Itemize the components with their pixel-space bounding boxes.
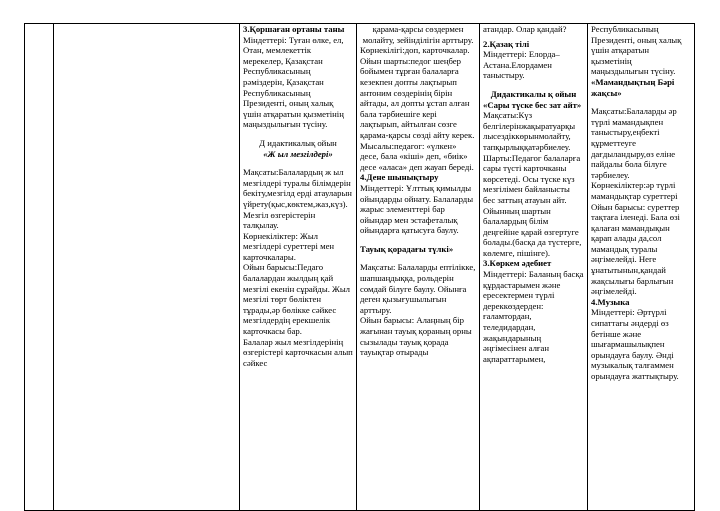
col5-paragraph: Мақсаты:Күз белгілерінжақыратуарқы лысездіккөрынмолайту, тапқырлыққатәрбиелеу. [483, 110, 576, 152]
col6-paragraph: Мақсаты:Балаларды әр түрлі мамандықпен таныстыру,еңбекті құрметтеуге дағдыландыру,өз еліне пайдалы бола білуге тәрбиелеу. [591, 106, 677, 180]
col3-paragraph: Д идактикалық ойын [259, 137, 337, 148]
col6-paragraph: «Мамандықтың Бәрі жақсы» [591, 76, 675, 98]
col5-paragraph: «Сары түске бес зат айт» [483, 99, 582, 110]
empty-cell-2 [54, 24, 240, 511]
col4-paragraph: Тауық қорадағы түлкі» [360, 243, 454, 254]
col6-paragraph: 4.Музыка [591, 296, 630, 307]
col5-paragraph: Дидактикалы қ ойын [490, 88, 577, 99]
col5-paragraph: Шарты:Педагог балаларға сары түсті карточканы көрсетеді. Осы түске күз мезгілімен байланысты бес заттың атауын айт. Ойынның шартын балалардың білім деңгейіне қарай өзгертуге болады.(басқа да түстерге, көлемге, пішінге). [483, 152, 582, 258]
col5-paragraph: 3.Көркем әдебиет [483, 258, 552, 269]
table-row [25, 24, 695, 511]
col4-paragraph: Ойын шарты:педог шеңбер бойымен тұрған балаларға кезекпен допты лақтырып антоним сөздерінің бірін айтады, ал допты ұстап алған бала тәрбиешіге кері лақтырып, айтылған сөзге қарама-қарсы сөзді айту керек. [360, 55, 475, 140]
col4-paragraph: Мысалы:педагог: «үлкен» десе, бала «кіші» деп, «биік» десе «аласа» деп жауап береді. [360, 140, 474, 172]
col3-paragraph: Ойын барысы:Педаго балалардан жылдың қай мезгілі екенін сұрайды. Жыл мезгілі төрт бөліктен тұрады,әр бөлікке сәйкес мезгілдердің ерекшелік карточкасы бар. [243, 262, 350, 337]
col6-paragraph [591, 98, 691, 106]
col3-paragraph [243, 159, 353, 167]
col3-paragraph: Міндеттері: Туған өлке, ел, Отан, мемлекеттік мерекелер, Қазақстан Республикасының рәміздерін, Қазақстан Республикасының Президенті, оның халық үшін атқаратын қызметінің маңыздылығын түсіну. [243, 34, 344, 130]
col6-paragraph: Міндеттері: Әртүрлі сипаттағы әндерді өз бетінше және шығармашылықпен орындауға баулу. Әнді музыкалық талғаммен орындауға жаттықтыру. [591, 307, 679, 381]
col6-paragraph: Көрнекіліктер:әр түрлі мамандықтар суреттері [591, 180, 678, 201]
col5-paragraph: Міндеттері: Елорда–Астана.Елордамен таныстыру. [483, 49, 560, 81]
col5-paragraph: Міндеттері: Баланың басқа құрдастарымен және ересектермен түрлі дереккөздерден: ғаламтордан, теледидардан, жақындарының әңгімесінен алған ақпараттарымен, [483, 269, 584, 364]
col3-paragraph: 3.Қоршаған ортаны таны [243, 24, 345, 34]
schedule-table [24, 23, 695, 511]
cell-col6 [588, 24, 695, 511]
col4-paragraph: Міндеттері: Ұлттық қимылды ойындарды ойнату. Балаларды жарыс элементтері бар ойындар мен эстафеталық ойындарға қатысуға баулу. [360, 182, 474, 236]
col3-paragraph: «Ж ыл мезгілдері» [263, 148, 333, 159]
col4-paragraph: Ойын барысы: Алаңның бір жағынан тауық қораның орны сызылады тауық қорада тауықтар отырады [360, 315, 472, 358]
col3-paragraph: Мақсаты:Балалардың ж ыл мезгілдері туралы білімдерін бекіту,мезгілд ерді атауларын үйрету(қыс,көктем,жаз,күз). Мезгіл өзгерістерін талқылау. [243, 167, 352, 231]
empty-cell-1 [25, 24, 54, 511]
col4-paragraph [360, 254, 476, 262]
col3-paragraph [243, 130, 353, 138]
col4-paragraph [360, 236, 476, 244]
col5-paragraph: атандар. Олар қандай? [483, 24, 567, 34]
col6-paragraph: Ойын барысы: суреттер тақтаға іленеді. Бала өзі қалаған мамандықын қарап алады да,сол мамандық туралы әңгімелейді. Неге ұнатытынын,қандай жақсылығы барлығын әңгімелейді. [591, 201, 680, 297]
col4-paragraph: Мақсаты: Балаларды ептілікке, шапшаңдыққа, рольдерін сомдай білуге баулу. Ойынға деген қызығушылығын арттыру. [360, 262, 476, 315]
col5-paragraph: 2.Қазақ тілі [483, 38, 530, 49]
col3-paragraph: Балалар жыл мезгілдерінің өзгерістері карточкасын алып сәйкес [243, 336, 353, 368]
col5-paragraph [483, 81, 584, 89]
col6-paragraph: Республикасының Президенті, оның халық үшін атқаратын қызметінің маңыздылығын түсіну. [591, 24, 682, 77]
cell-col3 [240, 24, 357, 511]
cell-col4 [357, 24, 480, 511]
col4-paragraph: 4.Дене шынықтыру [360, 172, 439, 183]
col4-paragraph: қарама-қарсы сөздермен молайту, зейінділігін арттыру. [362, 24, 474, 45]
col4-paragraph: Көрнекілігі:доп, карточкалар. [360, 45, 470, 56]
cell-col5 [480, 24, 588, 511]
col3-paragraph: Көрнекіліктер: Жыл мезгілдері суреттері мен карточкалары. [243, 230, 335, 262]
